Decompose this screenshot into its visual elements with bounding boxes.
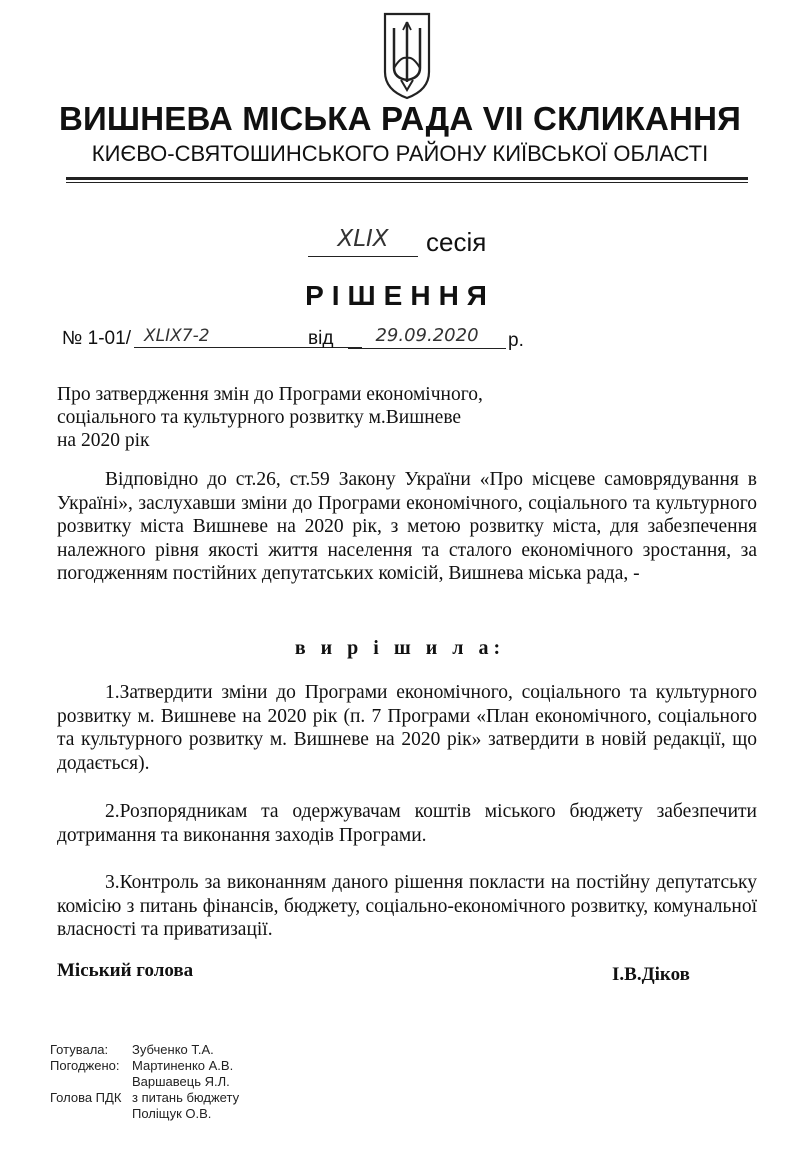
council-title: ВИШНЕВА МІСЬКА РАДА VII СКЛИКАННЯ (58, 100, 742, 137)
decision-date-handwritten: 29.09.2020 (348, 326, 506, 349)
decision-number-prefix: № 1-01/ (62, 328, 131, 349)
footer-value: Мартиненко А.В. (132, 1058, 234, 1073)
footer-value: Поліщук О.В. (132, 1106, 212, 1121)
decision-number-handwritten: XLIX7-2 (134, 326, 362, 348)
session-word: сесія (426, 227, 487, 257)
footer-row (50, 1106, 239, 1122)
decision-item-1: 1.Затвердити зміни до Програми економічного, соціального та культурного розвитку м. Вишневе на 2020 рік (п. 7 Програми «План економічного, соціального та культурного розвитку м. Вишневе на 2020 рік» затвердити в новій редакції, що додається). (57, 682, 757, 774)
decision-item-2: 2.Розпорядникам та одержувачам коштів міського бюджету забезпечити дотримання та виконання заходів Програми. (57, 801, 757, 846)
footer-label: Голова ПДК (50, 1090, 122, 1105)
footer-row (50, 1042, 239, 1058)
preamble-paragraph: Відповідно до ст.26, ст.59 Закону України «Про місцеве самоврядування в Україні», заслухавши зміни до Програми економічного, соціального та культурного розвитку міста Вишневе на 2020 рік, з метою розвитку міста, для забезпечення належного рівня якості життя населення та сталого економічного зростання, за погодженням постійних депутатських комісій, Вишнева міська рада, - (57, 469, 757, 584)
signature-name: І.В.Діков (612, 964, 690, 985)
footer-row (50, 1058, 239, 1074)
decision-date-label: від (308, 328, 334, 349)
council-district: КИЄВО-СВЯТОШИНСЬКОГО РАЙОНУ КИЇВСЬКОЇ ОБЛАСТІ (91, 141, 709, 166)
header-rule-thin (66, 182, 748, 183)
resolved-heading: в и р і ш и л а: (294, 637, 506, 659)
subject-line: Про затвердження змін до Програми економічного, (57, 384, 483, 405)
footer-label: Погоджено: (50, 1058, 120, 1073)
signature-position: Міський голова (57, 960, 194, 981)
footer-value: Варшавець Я.Л. (132, 1074, 230, 1089)
decision-number-line (62, 326, 582, 358)
session-number: XLIX (308, 226, 418, 257)
footer-value: з питань бюджету (132, 1090, 240, 1105)
session-line (300, 226, 540, 262)
footer-label (50, 1106, 132, 1122)
approval-footer (50, 1042, 239, 1122)
footer-label (50, 1074, 132, 1090)
subject-line: соціального та культурного розвитку м.Вишневе (57, 407, 462, 428)
decision-title: РІШЕННЯ (305, 280, 495, 311)
footer-value: Зубченко Т.А. (132, 1042, 214, 1057)
subject-line: на 2020 рік (57, 430, 150, 451)
decision-date-suffix: р. (508, 330, 524, 351)
decision-item-3: 3.Контроль за виконанням даного рішення покласти на постійну депутатську комісію з питань фінансів, бюджету, соціально-економічного розвитку, комунальної власності та приватизації. (57, 872, 757, 940)
footer-row (50, 1090, 239, 1106)
decision-subject (57, 383, 517, 452)
header-rule-thick (66, 177, 748, 180)
footer-label: Готувала: (50, 1042, 109, 1057)
coat-of-arms-icon (381, 10, 433, 100)
footer-row (50, 1074, 239, 1090)
